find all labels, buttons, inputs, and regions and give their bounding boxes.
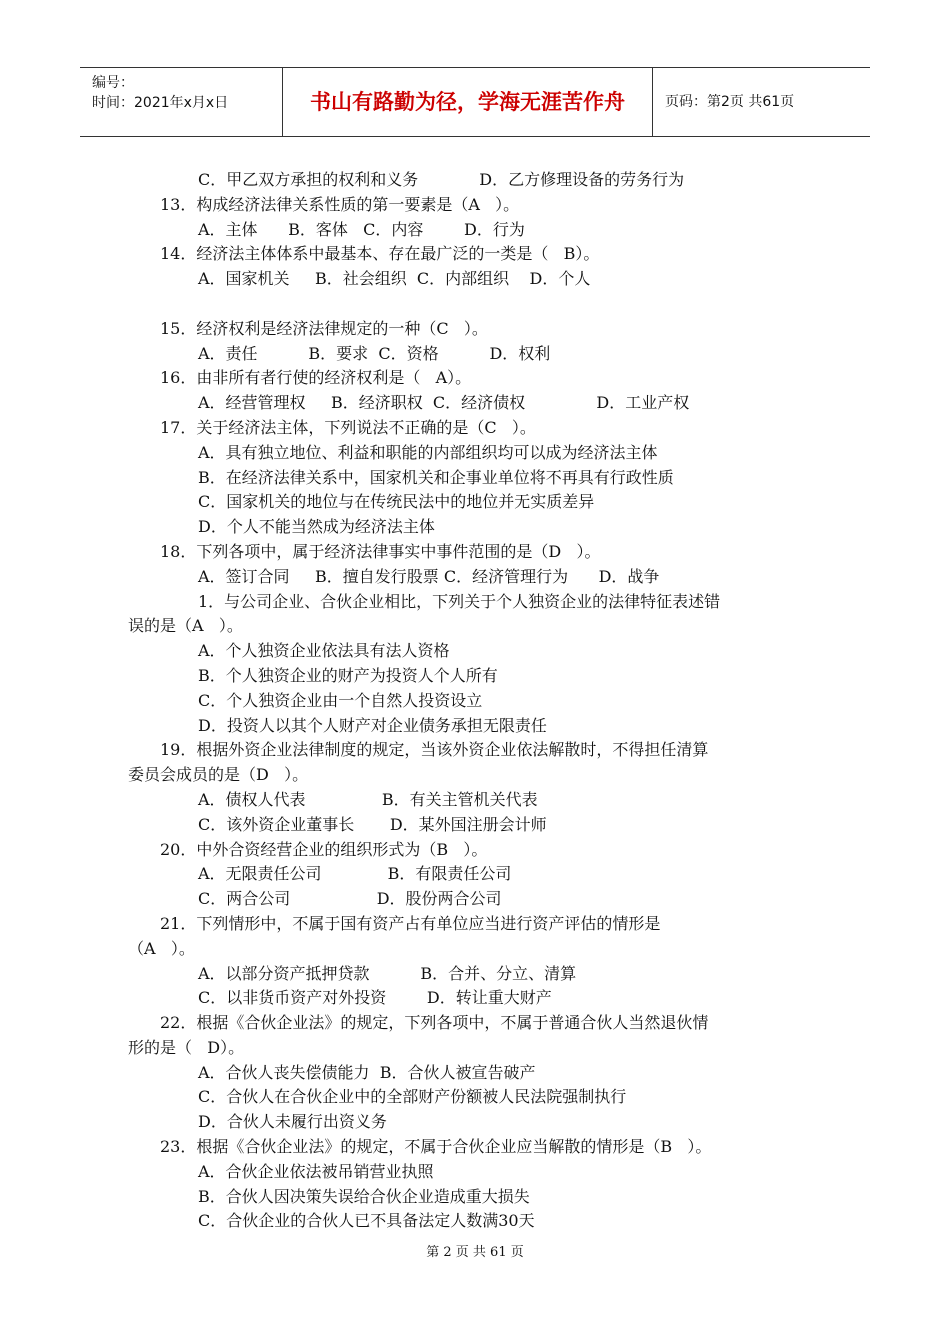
option-line: B．个人独资企业的财产为投资人个人所有 xyxy=(198,665,498,685)
option-line: D．个人不能当然成为经济法主体 xyxy=(198,517,435,537)
option-line: D．投资人以其个人财产对企业债务承担无限责任 xyxy=(198,715,547,735)
option-line: C．甲乙双方承担的权利和义务 D．乙方修理设备的劳务行为 xyxy=(198,170,685,189)
option-line: C．国家机关的地位与在传统民法中的地位并无实质差异 xyxy=(198,492,595,512)
option-line: C．该外资企业董事长 D．某外国注册会计师 xyxy=(198,814,547,834)
option-line: A．个人独资企业依法具有法人资格 xyxy=(198,641,450,661)
question-line: 20．中外合资经营企业的组织形式为（B ）。 xyxy=(160,839,488,859)
question-line: 17．关于经济法主体，下列说法不正确的是（C ）。 xyxy=(160,417,536,437)
question-continuation: 形的是（ D）。 xyxy=(128,1037,245,1057)
question-continuation: 误的是（A ）。 xyxy=(128,616,243,636)
option-line: C．两合公司 D．股份两合公司 xyxy=(198,889,502,909)
option-line: C．合伙企业的合伙人已不具备法定人数满30天 xyxy=(198,1211,535,1231)
option-line: A．签订合同 B．擅自发行股票 C．经济管理行为 D．战争 xyxy=(198,566,660,586)
question-line: 15．经济权利是经济法律规定的一种（C ）。 xyxy=(160,318,488,338)
question-line: 23．根据《合伙企业法》的规定，不属于合伙企业应当解散的情形是（B ）。 xyxy=(160,1137,712,1157)
question-continuation: 委员会成员的是（D ）。 xyxy=(128,765,309,785)
question-line: 21．下列情形中，不属于国有资产占有单位应当进行资产评估的情形是 xyxy=(160,913,661,933)
option-line: A．具有独立地位、利益和职能的内部组织均可以成为经济法主体 xyxy=(198,442,658,462)
question-line: 22．根据《合伙企业法》的规定，下列各项中，不属于普通合伙人当然退伙情 xyxy=(160,1013,709,1033)
question-line: 14．经济法主体体系中最基本、存在最广泛的一类是（ B）。 xyxy=(160,244,600,264)
document-number-label: 编号： xyxy=(92,75,134,91)
header-meta xyxy=(80,68,283,136)
option-line: B．在经济法律关系中，国家机关和企事业单位将不再具有行政性质 xyxy=(198,467,674,487)
page-footer: 第 2 页 共 61 页 xyxy=(426,1245,524,1260)
option-line: A．无限责任公司 B．有限责任公司 xyxy=(198,864,512,884)
question-line: 19．根据外资企业法律制度的规定，当该外资企业依法解散时，不得担任清算 xyxy=(160,740,709,760)
option-line: A．合伙人丧失偿债能力 B．合伙人被宣告破产 xyxy=(198,1062,536,1082)
option-line: A．债权人代表 B．有关主管机关代表 xyxy=(198,789,538,809)
document-time-label: 时间：2021年x月x日 xyxy=(92,95,229,111)
option-line: C．合伙人在合伙企业中的全部财产份额被人民法院强制执行 xyxy=(198,1087,627,1107)
question-list xyxy=(128,168,825,1234)
option-line: A．以部分资产抵押贷款 B．合并、分立、清算 xyxy=(198,963,577,983)
option-line: C．个人独资企业由一个自然人投资设立 xyxy=(198,690,483,710)
option-line: A．责任 B．要求 C．资格 D．权利 xyxy=(198,343,551,363)
option-line: A．国家机关 B．社会组织 C．内部组织 D．个人 xyxy=(198,269,591,289)
option-line: C．以非货币资产对外投资 D．转让重大财产 xyxy=(198,988,552,1008)
option-line: A．主体 B．客体 C．内容 D．行为 xyxy=(198,219,525,239)
question-line: 1．与公司企业、合伙企业相比，下列关于个人独资企业的法律特征表述错 xyxy=(198,591,721,611)
blank-line xyxy=(160,292,825,317)
option-line: A．合伙企业依法被吊销营业执照 xyxy=(198,1161,434,1181)
page-header xyxy=(80,67,870,137)
option-line: A．经营管理权 B．经济职权 C．经济债权 D．工业产权 xyxy=(198,393,690,413)
option-line: B．合伙人因决策失误给合伙企业造成重大损失 xyxy=(198,1186,530,1206)
header-motto: 书山有路勤为径，学海无涯苦作舟 xyxy=(283,68,653,136)
question-continuation: （A ）。 xyxy=(128,938,195,958)
question-line: 13．构成经济法律关系性质的第一要素是（A ）。 xyxy=(160,194,520,214)
option-line: D．合伙人未履行出资义务 xyxy=(198,1112,387,1132)
question-line: 18．下列各项中，属于经济法律事实中事件范围的是（D ）。 xyxy=(160,541,601,561)
question-line: 16．由非所有者行使的经济权利是（ A）。 xyxy=(160,368,472,388)
header-page-label: 页码：第2页 共61页 xyxy=(665,94,795,110)
